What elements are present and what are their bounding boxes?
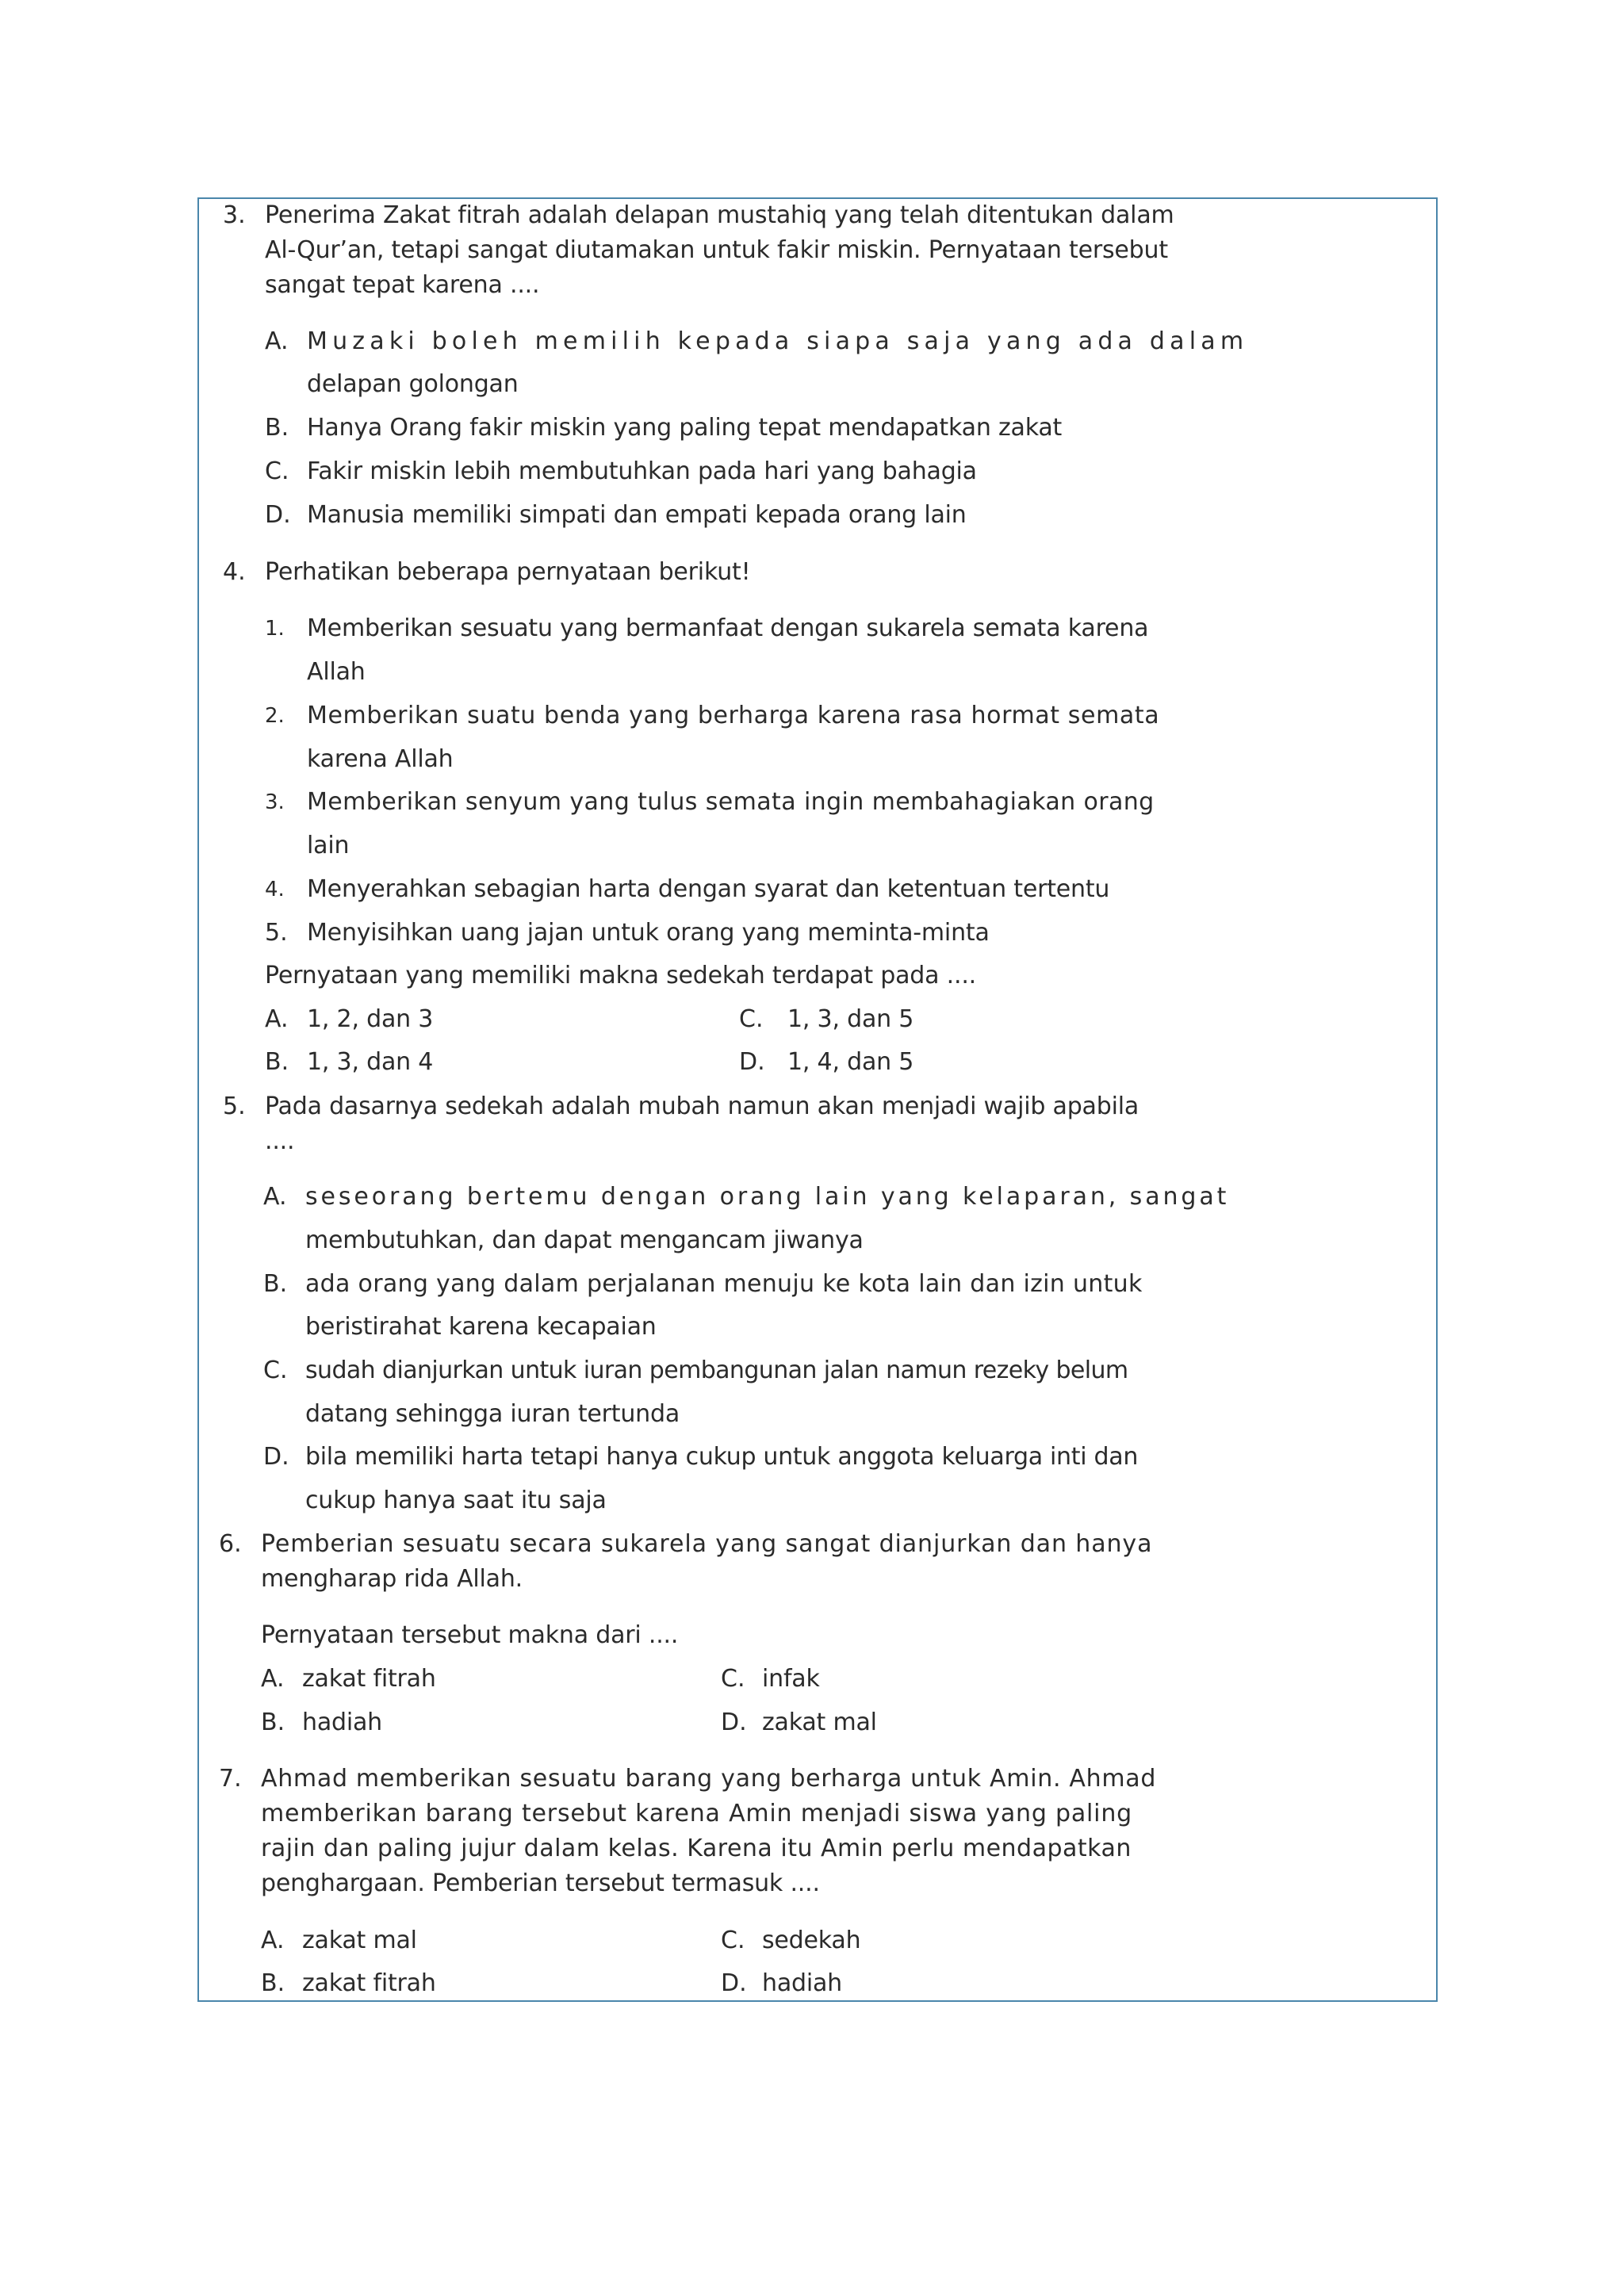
option-text: zakat mal	[762, 1709, 877, 1736]
option-text-line: cukup hanya saat itu saja	[305, 1487, 607, 1514]
option-key: B.	[261, 1709, 285, 1736]
option-key: D.	[739, 1048, 765, 1076]
option-key: C.	[265, 457, 289, 485]
option-text-line: Hanya Orang fakir miskin yang paling tepat mendapatkan zakat	[307, 414, 1063, 442]
question-text-line: memberikan barang tersebut karena Amin menjadi siswa yang paling	[261, 1800, 1132, 1827]
question-text-line: ....	[265, 1127, 295, 1155]
option-key: A.	[263, 1183, 287, 1211]
option-text-line: Manusia memiliki simpati dan empati kepada orang lain	[307, 501, 967, 529]
question-number: 6.	[219, 1530, 242, 1558]
option-key: D.	[721, 1709, 747, 1736]
statement-key: 1.	[265, 617, 285, 641]
option-key: C.	[721, 1927, 745, 1954]
option-key: A.	[261, 1927, 285, 1954]
option-text: hadiah	[302, 1709, 382, 1736]
option-text: zakat fitrah	[302, 1969, 436, 1997]
option-key: A.	[261, 1665, 285, 1693]
option-text-line: datang sehingga iuran tertunda	[305, 1400, 680, 1428]
statement-key: 2.	[265, 704, 285, 728]
question-text-line: sangat tepat karena ....	[265, 271, 540, 299]
option-text-line: Fakir miskin lebih membutuhkan pada hari yang bahagia	[307, 457, 977, 485]
question-text-line: penghargaan. Pemberian tersebut termasuk ....	[261, 1869, 820, 1897]
option-text-line: seseorang bertemu dengan orang lain yang kelaparan, sangat	[305, 1183, 1230, 1211]
option-text: infak	[762, 1665, 820, 1693]
option-text-line: bila memiliki harta tetapi hanya cukup untuk anggota keluarga inti dan	[305, 1443, 1139, 1471]
question-text-line: Al-Qur’an, tetapi sangat diutamakan untuk fakir miskin. Pernyataan tersebut	[265, 236, 1168, 264]
statement-key: 4.	[265, 878, 285, 901]
option-key: C.	[739, 1005, 764, 1033]
question-text-line: Penerima Zakat fitrah adalah delapan mustahiq yang telah ditentukan dalam	[265, 201, 1174, 229]
statement-key: 3.	[265, 790, 285, 814]
option-key: D.	[263, 1443, 289, 1471]
option-text: hadiah	[762, 1969, 842, 1997]
option-key: B.	[263, 1270, 288, 1298]
question-prompt: Pernyataan tersebut makna dari ....	[261, 1621, 679, 1649]
option-text: 1, 2, dan 3	[307, 1005, 434, 1033]
question-text-line: Perhatikan beberapa pernyataan berikut!	[265, 558, 751, 586]
option-text: 1, 3, dan 5	[787, 1005, 914, 1033]
option-key: C.	[721, 1665, 745, 1693]
question-number: 4.	[223, 558, 246, 586]
statement-text-line: Allah	[307, 658, 366, 686]
option-text-line: delapan golongan	[307, 370, 519, 398]
question-prompt: Pernyataan yang memiliki makna sedekah terdapat pada ....	[265, 962, 976, 989]
statement-text-line: Memberikan sesuatu yang bermanfaat dengan sukarela semata karena	[307, 614, 1149, 642]
option-text: zakat fitrah	[302, 1665, 436, 1693]
option-key: D.	[721, 1969, 747, 1997]
option-text: sedekah	[762, 1927, 861, 1954]
option-key: C.	[263, 1357, 288, 1384]
question-text-line: Pemberian sesuatu secara sukarela yang sangat dianjurkan dan hanya	[261, 1530, 1153, 1558]
statement-text-line: Menyerahkan sebagian harta dengan syarat dan ketentuan tertentu	[307, 875, 1110, 903]
question-number: 7.	[219, 1765, 242, 1793]
statement-key: 5.	[265, 919, 288, 947]
statement-text-line: Menyisihkan uang jajan untuk orang yang meminta-minta	[307, 919, 990, 947]
statement-text-line: lain	[307, 832, 350, 859]
question-text-line: rajin dan paling jujur dalam kelas. Karena itu Amin perlu mendapatkan	[261, 1835, 1132, 1862]
option-key: B.	[265, 1048, 289, 1076]
option-key: A.	[265, 1005, 289, 1033]
option-text-line: membutuhkan, dan dapat mengancam jiwanya	[305, 1226, 864, 1254]
option-text-line: ada orang yang dalam perjalanan menuju ke kota lain dan izin untuk	[305, 1270, 1143, 1298]
question-text-line: Pada dasarnya sedekah adalah mubah namun akan menjadi wajib apabila	[265, 1093, 1139, 1120]
statement-text-line: Memberikan senyum yang tulus semata ingin membahagiakan orang	[307, 788, 1155, 816]
option-text: zakat mal	[302, 1927, 417, 1954]
statement-text-line: karena Allah	[307, 745, 454, 773]
option-key: D.	[265, 501, 291, 529]
question-text-line: mengharap rida Allah.	[261, 1565, 523, 1593]
option-text: 1, 3, dan 4	[307, 1048, 434, 1076]
question-text-line: Ahmad memberikan sesuatu barang yang berharga untuk Amin. Ahmad	[261, 1765, 1157, 1793]
option-text-line: Muzaki boleh memilih kepada siapa saja yang ada dalam	[307, 327, 1249, 355]
statement-text-line: Memberikan suatu benda yang berharga karena rasa hormat semata	[307, 702, 1160, 729]
option-key: A.	[265, 327, 289, 355]
question-number: 5.	[223, 1093, 246, 1120]
option-key: B.	[265, 414, 289, 442]
question-number: 3.	[223, 201, 246, 229]
option-text-line: beristirahat karena kecapaian	[305, 1313, 657, 1341]
option-text-line: sudah dianjurkan untuk iuran pembangunan jalan namun rezeky belum	[305, 1357, 1128, 1384]
option-text: 1, 4, dan 5	[787, 1048, 914, 1076]
option-key: B.	[261, 1969, 285, 1997]
